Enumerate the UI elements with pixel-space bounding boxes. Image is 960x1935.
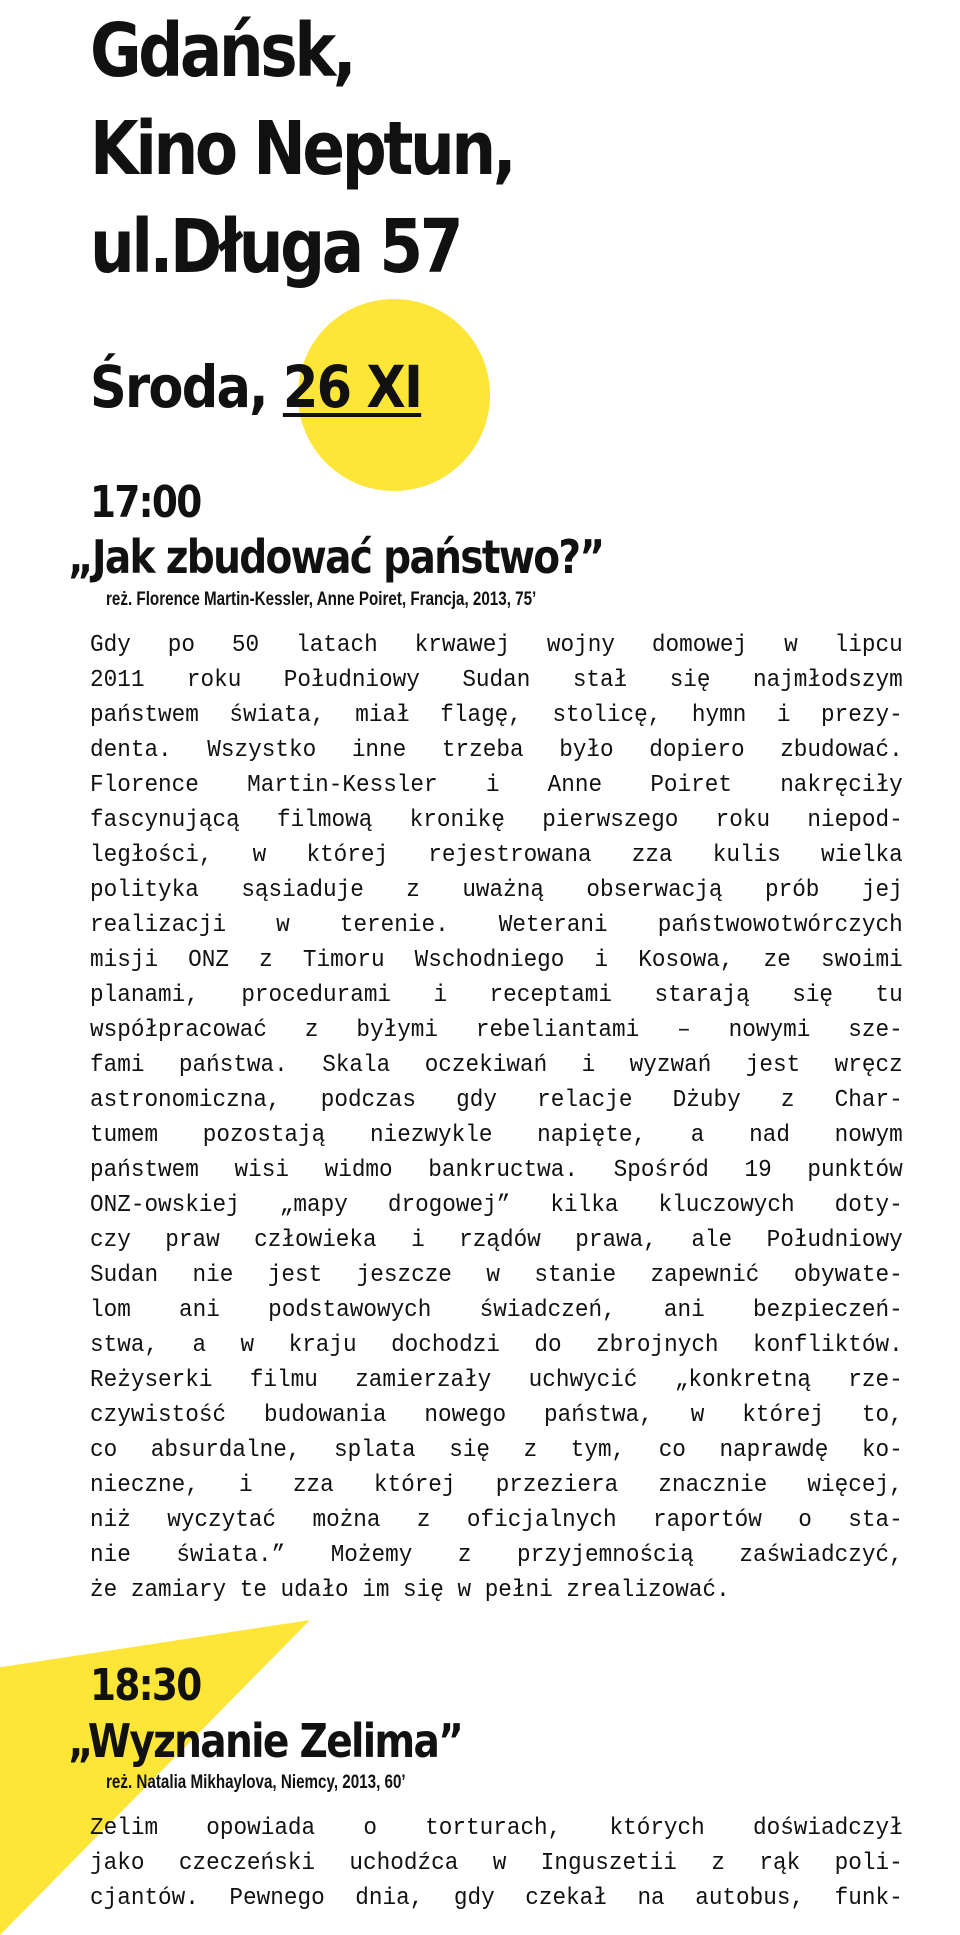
description-line: ległości, w której rejestrowana zza kulis wielka <box>90 842 903 869</box>
description-line: Gdy po 50 latach krwawej wojny domowej w lipcu <box>90 632 903 659</box>
description-line: państwem świata, miał flagę, stolicę, hymn i prezy- <box>90 702 903 729</box>
description-line: Florence Martin-Kessler i Anne Poiret nakręciły <box>90 772 903 799</box>
description-line: że zamiary te udało im się w pełni zrealizować. <box>90 1577 730 1604</box>
description-line: lom ani podstawowych świadczeń, ani bezpieczeń- <box>90 1297 903 1324</box>
description-line: stwa, a w kraju dochodzi do zbrojnych konfliktów. <box>90 1332 903 1359</box>
venue-line: ul.Długa 57 <box>90 204 461 290</box>
screening-time: 17:00 <box>90 477 201 528</box>
description-line: misji ONZ z Timoru Wschodniego i Kosowa, ze swoimi <box>90 947 903 974</box>
description-line: fami państwa. Skala oczekiwań i wyzwań jest wręcz <box>90 1052 903 1079</box>
description-line: astronomiczna, podczas gdy relacje Dżuby z Char- <box>90 1087 903 1114</box>
description-line: nie świata.” Możemy z przyjemnością zaświadczyć, <box>90 1542 903 1569</box>
venue-line: Gdańsk, <box>90 8 354 94</box>
description-line: Zelim opowiada o torturach, których doświadczył <box>90 1815 903 1842</box>
screening-credits: reż. Florence Martin-Kessler, Anne Poiret, Francja, 2013, 75’ <box>106 589 537 610</box>
description-line: realizacji w terenie. Weterani państwowotwórczych <box>90 912 903 939</box>
screening-credits: reż. Natalia Mikhaylova, Niemcy, 2013, 60’ <box>106 1772 406 1793</box>
description-line: państwem wisi widmo bankructwa. Spośród 19 punktów <box>90 1157 903 1184</box>
description-line: co absurdalne, splata się z tym, co naprawdę ko- <box>90 1437 903 1464</box>
description-line: ONZ-owskiej „mapy drogowej” kilka kluczowych doty- <box>90 1192 903 1219</box>
description-line: fascynującą filmową kronikę pierwszego roku niepod- <box>90 807 903 834</box>
screening-time: 18:30 <box>90 1660 201 1711</box>
venue-line: Kino Neptun, <box>90 106 514 192</box>
screening-description <box>90 1811 903 1916</box>
description-line: jako czeczeński uchodźca w Inguszetii z rąk poli- <box>90 1850 903 1877</box>
description-line: czy praw człowieka i rządów prawa, ale Południowy <box>90 1227 903 1254</box>
screening-title: „Jak zbudować państwo?” <box>68 530 604 584</box>
description-line: nieczne, i zza której przeziera znacznie więcej, <box>90 1472 903 1499</box>
day-heading <box>90 352 421 422</box>
description-line: 2011 roku Południowy Sudan stał się najmłodszym <box>90 667 903 694</box>
description-line: czywistość budowania nowego państwa, w której to, <box>90 1402 903 1429</box>
description-line: Sudan nie jest jeszcze w stanie zapewnić obywate- <box>90 1262 903 1289</box>
description-line: polityka sąsiaduje z uważną obserwacją prób jej <box>90 877 903 904</box>
description-line: cjantów. Pewnego dnia, gdy czekał na autobus, funk- <box>90 1885 903 1912</box>
screening-title: „Wyznanie Zelima” <box>68 1714 463 1768</box>
description-line: niż wyczytać można z oficjalnych raportów o sta- <box>90 1507 903 1534</box>
description-line: współpracować z byłymi rebeliantami – nowymi sze- <box>90 1017 903 1044</box>
description-line: planami, procedurami i receptami starają się tu <box>90 982 903 1009</box>
description-line: denta. Wszystko inne trzeba było dopiero zbudować. <box>90 737 903 764</box>
description-line: tumem pozostają niezwykle napięte, a nad nowym <box>90 1122 903 1149</box>
description-line: Reżyserki filmu zamierzały uchwycić „konkretną rze- <box>90 1367 903 1394</box>
weekday: Środa, <box>90 353 267 421</box>
venue-heading <box>90 2 513 296</box>
date: 26 XI <box>282 353 422 421</box>
screening-description <box>90 628 903 1608</box>
